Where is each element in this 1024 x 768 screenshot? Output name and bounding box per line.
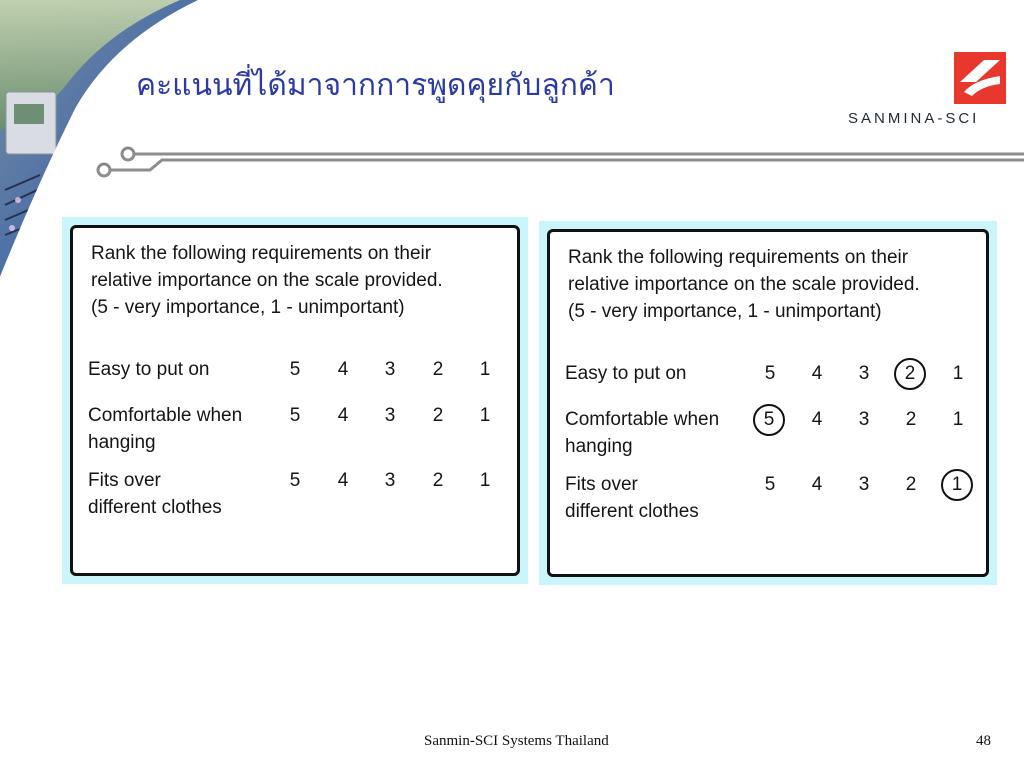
score-option-2[interactable]: 2: [432, 470, 444, 491]
score-option-5[interactable]: 5: [289, 470, 301, 491]
survey-prompt: [568, 244, 920, 325]
score-option-4[interactable]: 4: [811, 363, 823, 384]
sanmina-logo-icon: [954, 52, 1006, 104]
score-option-4[interactable]: 4: [337, 470, 349, 491]
score-option-4[interactable]: 4: [337, 405, 349, 426]
slide-title: คะแนนที่ได้มาจากการพูดคุยกับลูกค้า: [136, 68, 615, 103]
score-option-2[interactable]: 2: [905, 474, 917, 495]
score-option-4[interactable]: 4: [811, 474, 823, 495]
footer-company: Sanmin-SCI Systems Thailand: [424, 733, 609, 749]
score-option-3[interactable]: 3: [384, 405, 396, 426]
filled-survey-form: [539, 221, 997, 585]
score-option-5[interactable]: 5: [764, 363, 776, 384]
requirement-label: Comfortable when hanging: [565, 409, 720, 457]
page-number: 48: [976, 733, 991, 749]
score-option-1[interactable]: 1: [479, 359, 491, 380]
survey-prompt: [91, 240, 443, 321]
company-logo: [848, 52, 1012, 132]
requirement-label: Easy to put on: [88, 359, 210, 380]
score-option-1[interactable]: 1: [952, 363, 964, 384]
prompt-line: Rank the following requirements on their: [568, 247, 909, 268]
score-option-5[interactable]: 5: [289, 405, 301, 426]
requirement-label: Fits over different clothes: [88, 470, 222, 518]
score-option-5[interactable]: 5: [764, 474, 776, 495]
score-option-1[interactable]: 1: [479, 405, 491, 426]
selected-score-option-1[interactable]: 1: [941, 469, 973, 501]
prompt-line: Rank the following requirements on their: [91, 243, 432, 264]
blank-survey-form: [62, 217, 528, 584]
logo-wordmark: SANMINA-SCI: [848, 110, 980, 127]
score-option-3[interactable]: 3: [858, 474, 870, 495]
score-option-1[interactable]: 1: [479, 470, 491, 491]
score-option-4[interactable]: 4: [337, 359, 349, 380]
score-option-2[interactable]: 2: [432, 359, 444, 380]
requirement-label: Comfortable when hanging: [88, 405, 243, 453]
prompt-line: (5 - very importance, 1 - unimportant): [568, 301, 882, 322]
requirement-label: Easy to put on: [565, 363, 687, 384]
prompt-line: relative importance on the scale provided.: [91, 270, 443, 291]
score-option-2[interactable]: 2: [432, 405, 444, 426]
prompt-line: (5 - very importance, 1 - unimportant): [91, 297, 405, 318]
survey-form-frame: [70, 225, 520, 576]
score-option-2[interactable]: 2: [905, 409, 917, 430]
score-option-3[interactable]: 3: [384, 359, 396, 380]
selected-score-option-2[interactable]: 2: [894, 358, 926, 390]
requirement-label: Fits over different clothes: [565, 474, 699, 522]
score-option-5[interactable]: 5: [289, 359, 301, 380]
prompt-line: relative importance on the scale provided.: [568, 274, 920, 295]
decorative-connector-line: [90, 140, 1024, 180]
selected-score-option-5[interactable]: 5: [753, 404, 785, 436]
score-option-3[interactable]: 3: [858, 363, 870, 384]
score-option-3[interactable]: 3: [858, 409, 870, 430]
score-option-4[interactable]: 4: [811, 409, 823, 430]
survey-form-frame: [547, 229, 989, 577]
score-option-3[interactable]: 3: [384, 470, 396, 491]
score-option-1[interactable]: 1: [952, 409, 964, 430]
